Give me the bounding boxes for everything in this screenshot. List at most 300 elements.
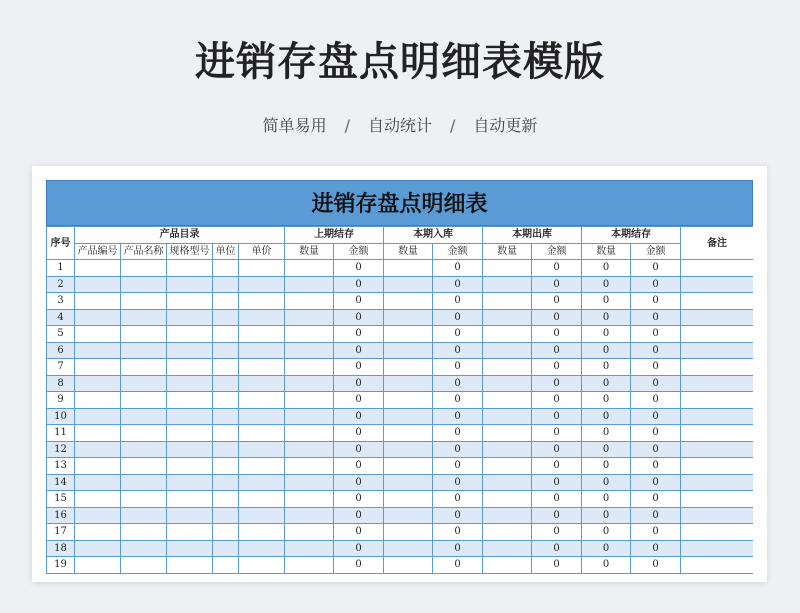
cell-remark[interactable] (681, 309, 753, 326)
cell-product-name[interactable] (121, 408, 167, 425)
cell-in-qty[interactable] (384, 326, 433, 343)
cell-prev-qty[interactable] (285, 359, 334, 376)
cell-spec[interactable] (167, 491, 213, 508)
cell-out-qty[interactable] (483, 524, 532, 541)
cell-product-code[interactable] (75, 524, 121, 541)
cell-product-name[interactable] (121, 260, 167, 277)
cell-in-amount[interactable]: 0 (433, 491, 483, 508)
cell-prev-qty[interactable] (285, 474, 334, 491)
cell-prev-amount[interactable]: 0 (334, 474, 384, 491)
cell-price[interactable] (239, 458, 285, 475)
table-row (47, 260, 754, 277)
cell-in-qty[interactable] (384, 260, 433, 277)
cell-price[interactable] (239, 309, 285, 326)
cell-in-qty[interactable] (384, 557, 433, 574)
cell-seq[interactable]: 17 (47, 524, 75, 541)
cell-prev-qty[interactable] (285, 293, 334, 310)
cell-remark[interactable] (681, 408, 753, 425)
cell-spec[interactable] (167, 507, 213, 524)
cell-cur-amount[interactable]: 0 (631, 408, 681, 425)
col-remark: 备注 (681, 227, 753, 260)
cell-prev-amount[interactable]: 0 (334, 276, 384, 293)
cell-product-name[interactable] (121, 507, 167, 524)
cell-product-name[interactable] (121, 276, 167, 293)
cell-remark[interactable] (681, 276, 753, 293)
cell-prev-amount[interactable]: 0 (334, 524, 384, 541)
cell-spec[interactable] (167, 293, 213, 310)
cell-unit[interactable] (213, 491, 239, 508)
cell-prev-qty[interactable] (285, 540, 334, 557)
cell-prev-qty[interactable] (285, 507, 334, 524)
cell-prev-qty[interactable] (285, 425, 334, 442)
cell-prev-amount[interactable]: 0 (334, 507, 384, 524)
cell-cur-amount[interactable]: 0 (631, 260, 681, 277)
cell-cur-amount[interactable]: 0 (631, 458, 681, 475)
col-prev-amount: 金额 (334, 243, 384, 260)
cell-in-qty[interactable] (384, 392, 433, 409)
cell-in-qty[interactable] (384, 309, 433, 326)
cell-in-qty[interactable] (384, 425, 433, 442)
cell-price[interactable] (239, 441, 285, 458)
cell-cur-qty[interactable]: 0 (582, 540, 631, 557)
cell-spec[interactable] (167, 309, 213, 326)
cell-cur-amount[interactable]: 0 (631, 540, 681, 557)
cell-price[interactable] (239, 293, 285, 310)
cell-cur-qty[interactable]: 0 (582, 441, 631, 458)
cell-cur-amount[interactable]: 0 (631, 425, 681, 442)
cell-product-name[interactable] (121, 474, 167, 491)
cell-prev-amount[interactable]: 0 (334, 425, 384, 442)
cell-prev-qty[interactable] (285, 458, 334, 475)
cell-in-amount[interactable]: 0 (433, 392, 483, 409)
cell-price[interactable] (239, 474, 285, 491)
cell-unit[interactable] (213, 458, 239, 475)
cell-prev-amount[interactable]: 0 (334, 441, 384, 458)
cell-in-amount[interactable]: 0 (433, 441, 483, 458)
cell-in-amount[interactable]: 0 (433, 557, 483, 574)
cell-product-name[interactable] (121, 375, 167, 392)
cell-out-qty[interactable] (483, 425, 532, 442)
cell-spec[interactable] (167, 474, 213, 491)
cell-price[interactable] (239, 408, 285, 425)
cell-remark[interactable] (681, 359, 753, 376)
cell-out-amount[interactable]: 0 (532, 408, 582, 425)
cell-prev-amount[interactable]: 0 (334, 293, 384, 310)
cell-cur-qty[interactable]: 0 (582, 458, 631, 475)
cell-product-name[interactable] (121, 441, 167, 458)
cell-product-code[interactable] (75, 326, 121, 343)
cell-cur-amount[interactable]: 0 (631, 524, 681, 541)
cell-product-code[interactable] (75, 375, 121, 392)
cell-unit[interactable] (213, 260, 239, 277)
cell-cur-amount[interactable]: 0 (631, 507, 681, 524)
cell-cur-qty[interactable]: 0 (582, 309, 631, 326)
cell-in-qty[interactable] (384, 540, 433, 557)
cell-product-name[interactable] (121, 458, 167, 475)
cell-price[interactable] (239, 375, 285, 392)
cell-unit[interactable] (213, 359, 239, 376)
cell-prev-amount[interactable]: 0 (334, 408, 384, 425)
cell-product-code[interactable] (75, 293, 121, 310)
cell-product-name[interactable] (121, 425, 167, 442)
cell-price[interactable] (239, 359, 285, 376)
cell-product-code[interactable] (75, 557, 121, 574)
cell-in-amount[interactable]: 0 (433, 408, 483, 425)
cell-out-qty[interactable] (483, 326, 532, 343)
cell-in-amount[interactable]: 0 (433, 342, 483, 359)
cell-remark[interactable] (681, 491, 753, 508)
col-out-qty: 数量 (483, 243, 532, 260)
cell-remark[interactable] (681, 557, 753, 574)
cell-prev-qty[interactable] (285, 392, 334, 409)
cell-product-name[interactable] (121, 309, 167, 326)
cell-price[interactable] (239, 260, 285, 277)
cell-remark[interactable] (681, 342, 753, 359)
cell-remark[interactable] (681, 540, 753, 557)
cell-prev-qty[interactable] (285, 309, 334, 326)
table-row (47, 276, 754, 293)
cell-prev-amount[interactable]: 0 (334, 491, 384, 508)
cell-prev-amount[interactable]: 0 (334, 326, 384, 343)
cell-remark[interactable] (681, 474, 753, 491)
cell-out-qty[interactable] (483, 309, 532, 326)
feature-auto-stat: 自动统计 (367, 116, 432, 135)
cell-cur-amount[interactable]: 0 (631, 474, 681, 491)
cell-out-amount[interactable]: 0 (532, 326, 582, 343)
cell-in-qty[interactable] (384, 524, 433, 541)
cell-spec[interactable] (167, 326, 213, 343)
col-catalog: 产品目录 (75, 227, 285, 244)
feature-easy: 简单易用 (262, 116, 327, 135)
cell-in-qty[interactable] (384, 474, 433, 491)
cell-cur-amount[interactable]: 0 (631, 309, 681, 326)
cell-prev-amount[interactable]: 0 (334, 458, 384, 475)
cell-out-qty[interactable] (483, 293, 532, 310)
cell-in-amount[interactable]: 0 (433, 326, 483, 343)
cell-remark[interactable] (681, 458, 753, 475)
cell-seq[interactable]: 15 (47, 491, 75, 508)
cell-cur-qty[interactable]: 0 (582, 524, 631, 541)
cell-cur-qty[interactable]: 0 (582, 491, 631, 508)
cell-out-amount[interactable]: 0 (532, 375, 582, 392)
cell-in-qty[interactable] (384, 507, 433, 524)
cell-unit[interactable] (213, 293, 239, 310)
cell-unit[interactable] (213, 474, 239, 491)
cell-product-name[interactable] (121, 293, 167, 310)
cell-cur-amount[interactable]: 0 (631, 342, 681, 359)
cell-seq[interactable]: 1 (47, 260, 75, 277)
cell-seq[interactable]: 10 (47, 408, 75, 425)
cell-price[interactable] (239, 276, 285, 293)
cell-product-code[interactable] (75, 491, 121, 508)
cell-spec[interactable] (167, 524, 213, 541)
cell-out-qty[interactable] (483, 557, 532, 574)
cell-seq[interactable]: 18 (47, 540, 75, 557)
cell-price[interactable] (239, 557, 285, 574)
cell-in-amount[interactable]: 0 (433, 425, 483, 442)
cell-spec[interactable] (167, 540, 213, 557)
cell-out-amount[interactable]: 0 (532, 293, 582, 310)
cell-remark[interactable] (681, 524, 753, 541)
cell-cur-amount[interactable]: 0 (631, 491, 681, 508)
cell-product-code[interactable] (75, 474, 121, 491)
cell-out-amount[interactable]: 0 (532, 309, 582, 326)
cell-prev-qty[interactable] (285, 375, 334, 392)
cell-prev-qty[interactable] (285, 524, 334, 541)
cell-in-qty[interactable] (384, 491, 433, 508)
cell-out-qty[interactable] (483, 359, 532, 376)
cell-out-qty[interactable] (483, 342, 532, 359)
cell-in-qty[interactable] (384, 458, 433, 475)
cell-in-qty[interactable] (384, 293, 433, 310)
cell-cur-amount[interactable]: 0 (631, 375, 681, 392)
cell-out-qty[interactable] (483, 540, 532, 557)
cell-in-qty[interactable] (384, 276, 433, 293)
cell-seq[interactable]: 12 (47, 441, 75, 458)
cell-out-amount[interactable]: 0 (532, 276, 582, 293)
cell-product-code[interactable] (75, 441, 121, 458)
cell-cur-amount[interactable]: 0 (631, 293, 681, 310)
cell-in-amount[interactable]: 0 (433, 540, 483, 557)
cell-seq[interactable]: 16 (47, 507, 75, 524)
cell-unit[interactable] (213, 309, 239, 326)
cell-spec[interactable] (167, 260, 213, 277)
cell-prev-amount[interactable]: 0 (334, 540, 384, 557)
cell-in-amount[interactable]: 0 (433, 359, 483, 376)
cell-product-name[interactable] (121, 491, 167, 508)
spreadsheet-card (32, 166, 767, 582)
cell-out-amount[interactable]: 0 (532, 458, 582, 475)
cell-prev-qty[interactable] (285, 326, 334, 343)
cell-spec[interactable] (167, 375, 213, 392)
cell-cur-qty[interactable]: 0 (582, 293, 631, 310)
cell-in-amount[interactable]: 0 (433, 507, 483, 524)
cell-product-code[interactable] (75, 425, 121, 442)
cell-cur-qty[interactable]: 0 (582, 408, 631, 425)
cell-in-qty[interactable] (384, 359, 433, 376)
cell-product-name[interactable] (121, 326, 167, 343)
cell-out-amount[interactable]: 0 (532, 260, 582, 277)
cell-cur-qty[interactable]: 0 (582, 425, 631, 442)
cell-prev-qty[interactable] (285, 491, 334, 508)
cell-unit[interactable] (213, 524, 239, 541)
cell-prev-qty[interactable] (285, 408, 334, 425)
cell-seq[interactable]: 6 (47, 342, 75, 359)
cell-spec[interactable] (167, 276, 213, 293)
cell-in-amount[interactable]: 0 (433, 309, 483, 326)
cell-unit[interactable] (213, 557, 239, 574)
cell-product-code[interactable] (75, 507, 121, 524)
cell-out-qty[interactable] (483, 507, 532, 524)
cell-unit[interactable] (213, 342, 239, 359)
cell-seq[interactable]: 7 (47, 359, 75, 376)
cell-cur-amount[interactable]: 0 (631, 326, 681, 343)
cell-spec[interactable] (167, 425, 213, 442)
cell-out-amount[interactable]: 0 (532, 557, 582, 574)
cell-prev-amount[interactable]: 0 (334, 375, 384, 392)
cell-cur-qty[interactable]: 0 (582, 375, 631, 392)
cell-remark[interactable] (681, 392, 753, 409)
cell-out-amount[interactable]: 0 (532, 392, 582, 409)
cell-out-qty[interactable] (483, 408, 532, 425)
cell-cur-qty[interactable]: 0 (582, 276, 631, 293)
cell-in-amount[interactable]: 0 (433, 375, 483, 392)
cell-prev-amount[interactable]: 0 (334, 309, 384, 326)
cell-prev-qty[interactable] (285, 276, 334, 293)
cell-cur-amount[interactable]: 0 (631, 392, 681, 409)
cell-spec[interactable] (167, 557, 213, 574)
cell-price[interactable] (239, 425, 285, 442)
table-row (47, 293, 754, 310)
cell-product-code[interactable] (75, 276, 121, 293)
cell-seq[interactable]: 4 (47, 309, 75, 326)
cell-prev-qty[interactable] (285, 557, 334, 574)
cell-product-code[interactable] (75, 540, 121, 557)
cell-unit[interactable] (213, 326, 239, 343)
cell-in-amount[interactable]: 0 (433, 458, 483, 475)
cell-prev-qty[interactable] (285, 342, 334, 359)
cell-product-code[interactable] (75, 408, 121, 425)
cell-in-amount[interactable]: 0 (433, 474, 483, 491)
cell-out-qty[interactable] (483, 491, 532, 508)
cell-product-name[interactable] (121, 540, 167, 557)
cell-out-qty[interactable] (483, 276, 532, 293)
cell-cur-amount[interactable]: 0 (631, 276, 681, 293)
cell-prev-qty[interactable] (285, 260, 334, 277)
cell-unit[interactable] (213, 507, 239, 524)
cell-in-amount[interactable]: 0 (433, 524, 483, 541)
cell-product-name[interactable] (121, 342, 167, 359)
cell-out-amount[interactable]: 0 (532, 507, 582, 524)
cell-price[interactable] (239, 326, 285, 343)
cell-cur-qty[interactable]: 0 (582, 326, 631, 343)
cell-in-qty[interactable] (384, 375, 433, 392)
cell-seq[interactable]: 13 (47, 458, 75, 475)
cell-product-name[interactable] (121, 524, 167, 541)
cell-out-amount[interactable]: 0 (532, 342, 582, 359)
cell-remark[interactable] (681, 326, 753, 343)
cell-in-qty[interactable] (384, 441, 433, 458)
cell-out-amount[interactable]: 0 (532, 441, 582, 458)
col-cur-qty: 数量 (582, 243, 631, 260)
cell-product-code[interactable] (75, 342, 121, 359)
cell-cur-amount[interactable]: 0 (631, 557, 681, 574)
cell-out-amount[interactable]: 0 (532, 474, 582, 491)
cell-remark[interactable] (681, 293, 753, 310)
cell-cur-qty[interactable]: 0 (582, 557, 631, 574)
cell-product-code[interactable] (75, 309, 121, 326)
cell-out-qty[interactable] (483, 392, 532, 409)
cell-price[interactable] (239, 342, 285, 359)
cell-out-qty[interactable] (483, 260, 532, 277)
cell-unit[interactable] (213, 540, 239, 557)
cell-cur-qty[interactable]: 0 (582, 260, 631, 277)
cell-out-amount[interactable]: 0 (532, 540, 582, 557)
cell-spec[interactable] (167, 359, 213, 376)
cell-unit[interactable] (213, 425, 239, 442)
cell-remark[interactable] (681, 425, 753, 442)
cell-prev-amount[interactable]: 0 (334, 557, 384, 574)
cell-cur-qty[interactable]: 0 (582, 392, 631, 409)
cell-unit[interactable] (213, 392, 239, 409)
cell-product-name[interactable] (121, 359, 167, 376)
cell-out-amount[interactable]: 0 (532, 359, 582, 376)
cell-unit[interactable] (213, 408, 239, 425)
cell-product-code[interactable] (75, 458, 121, 475)
cell-spec[interactable] (167, 408, 213, 425)
cell-seq[interactable]: 2 (47, 276, 75, 293)
cell-seq[interactable]: 3 (47, 293, 75, 310)
cell-remark[interactable] (681, 375, 753, 392)
cell-out-qty[interactable] (483, 474, 532, 491)
cell-product-code[interactable] (75, 260, 121, 277)
cell-product-code[interactable] (75, 392, 121, 409)
cell-remark[interactable] (681, 441, 753, 458)
cell-prev-qty[interactable] (285, 441, 334, 458)
cell-unit[interactable] (213, 276, 239, 293)
col-price: 单价 (239, 243, 285, 260)
cell-spec[interactable] (167, 342, 213, 359)
cell-prev-amount[interactable]: 0 (334, 342, 384, 359)
col-spec: 规格型号 (167, 243, 213, 260)
cell-out-amount[interactable]: 0 (532, 425, 582, 442)
cell-cur-amount[interactable]: 0 (631, 359, 681, 376)
cell-spec[interactable] (167, 392, 213, 409)
cell-out-qty[interactable] (483, 375, 532, 392)
cell-in-amount[interactable]: 0 (433, 276, 483, 293)
cell-price[interactable] (239, 491, 285, 508)
cell-seq[interactable]: 14 (47, 474, 75, 491)
cell-seq[interactable]: 9 (47, 392, 75, 409)
cell-price[interactable] (239, 507, 285, 524)
cell-out-qty[interactable] (483, 441, 532, 458)
cell-product-code[interactable] (75, 359, 121, 376)
cell-seq[interactable]: 11 (47, 425, 75, 442)
cell-cur-qty[interactable]: 0 (582, 507, 631, 524)
cell-price[interactable] (239, 524, 285, 541)
cell-seq[interactable]: 19 (47, 557, 75, 574)
cell-in-qty[interactable] (384, 408, 433, 425)
cell-in-qty[interactable] (384, 342, 433, 359)
cell-cur-qty[interactable]: 0 (582, 474, 631, 491)
cell-spec[interactable] (167, 441, 213, 458)
cell-cur-amount[interactable]: 0 (631, 441, 681, 458)
cell-in-amount[interactable]: 0 (433, 260, 483, 277)
cell-seq[interactable]: 8 (47, 375, 75, 392)
cell-in-amount[interactable]: 0 (433, 293, 483, 310)
cell-out-amount[interactable]: 0 (532, 524, 582, 541)
cell-prev-amount[interactable]: 0 (334, 359, 384, 376)
cell-cur-qty[interactable]: 0 (582, 359, 631, 376)
cell-price[interactable] (239, 392, 285, 409)
cell-spec[interactable] (167, 458, 213, 475)
cell-remark[interactable] (681, 507, 753, 524)
cell-unit[interactable] (213, 441, 239, 458)
cell-unit[interactable] (213, 375, 239, 392)
cell-remark[interactable] (681, 260, 753, 277)
col-prev-stock: 上期结存 (285, 227, 384, 244)
cell-out-amount[interactable]: 0 (532, 491, 582, 508)
cell-product-name[interactable] (121, 392, 167, 409)
cell-prev-amount[interactable]: 0 (334, 260, 384, 277)
col-inbound: 本期入库 (384, 227, 483, 244)
cell-out-qty[interactable] (483, 458, 532, 475)
cell-product-name[interactable] (121, 557, 167, 574)
cell-seq[interactable]: 5 (47, 326, 75, 343)
cell-price[interactable] (239, 540, 285, 557)
cell-prev-amount[interactable]: 0 (334, 392, 384, 409)
cell-cur-qty[interactable]: 0 (582, 342, 631, 359)
